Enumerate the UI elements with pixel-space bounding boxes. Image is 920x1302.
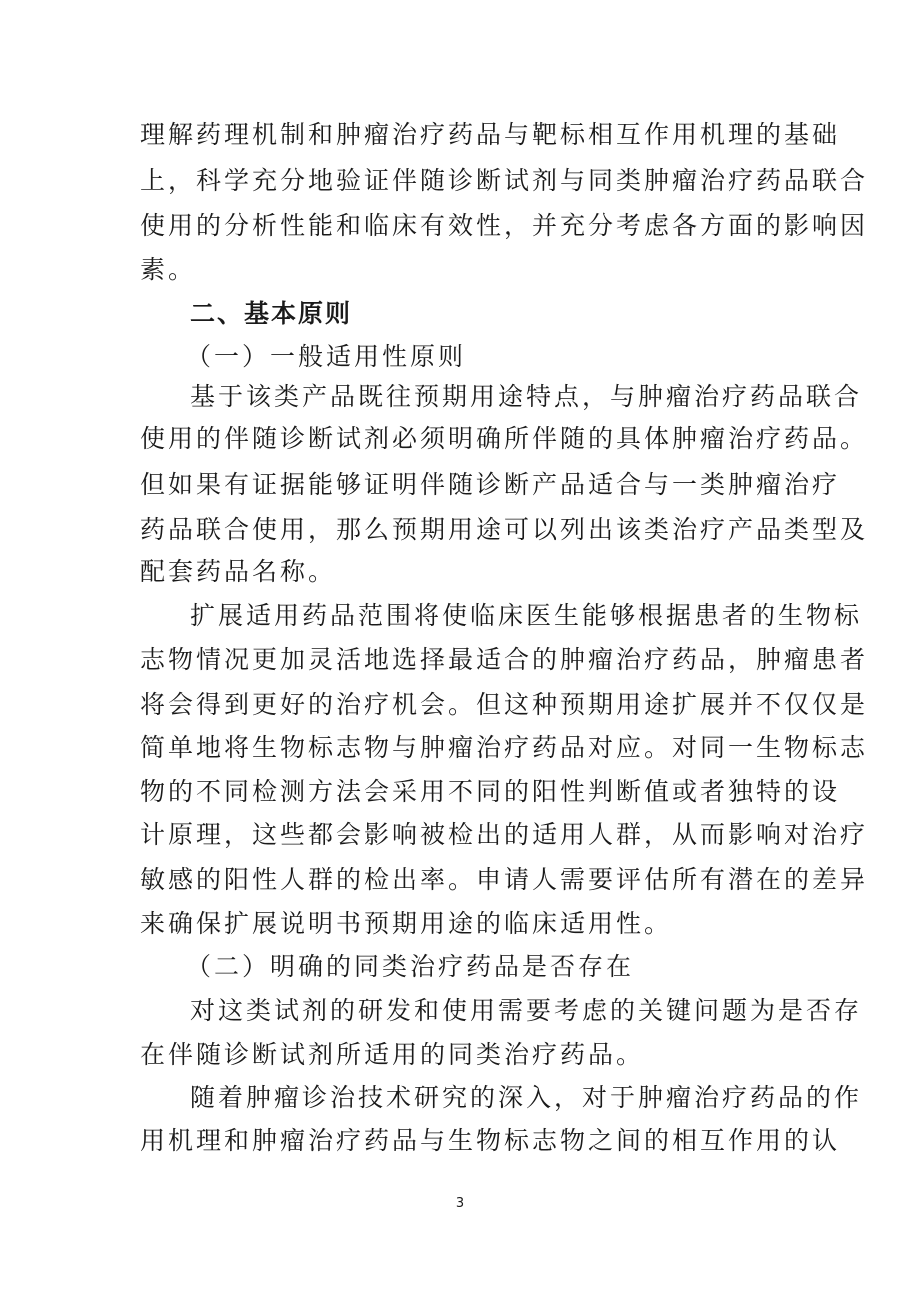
paragraph-line: 将会得到更好的治疗机会。但这种预期用途扩展并不仅仅是: [140, 690, 869, 719]
paragraph-line: 在伴随诊断试剂所适用的同类治疗药品。: [140, 1040, 645, 1069]
paragraph-line: 敏感的阳性人群的检出率。申请人需要评估所有潜在的差异: [140, 865, 869, 894]
subsection-heading: （一）一般适用性原则: [186, 342, 467, 371]
section-heading: 二、基本原则: [190, 299, 353, 328]
paragraph-line: 扩展适用药品范围将使临床医生能够根据患者的生物标: [190, 601, 863, 630]
subsection-heading: （二）明确的同类治疗药品是否存在: [186, 952, 635, 981]
page-number: 3: [455, 1196, 465, 1211]
paragraph-line: 用机理和肿瘤治疗药品与生物标志物之间的相互作用的认: [140, 1126, 841, 1155]
paragraph-line: 随着肿瘤诊治技术研究的深入，对于肿瘤治疗药品的作: [190, 1083, 863, 1112]
paragraph-line: 理解药理机制和肿瘤治疗药品与靶标相互作用机理的基础: [140, 120, 841, 149]
paragraph-line: 简单地将生物标志物与肿瘤治疗药品对应。对同一生物标志: [140, 733, 869, 762]
paragraph-line: 来确保扩展说明书预期用途的临床适用性。: [140, 909, 673, 938]
paragraph-line: 使用的分析性能和临床有效性，并充分考虑各方面的影响因: [140, 211, 869, 240]
paragraph-line: 基于该类产品既往预期用途特点，与肿瘤治疗药品联合: [190, 382, 863, 411]
paragraph-line: 对这类试剂的研发和使用需要考虑的关键问题为是否存: [190, 996, 863, 1025]
paragraph-line: 药品联合使用，那么预期用途可以列出该类治疗产品类型及: [140, 515, 869, 544]
paragraph-line: 计原理，这些都会影响被检出的适用人群，从而影响对治疗: [140, 820, 869, 849]
paragraph-line: 志物情况更加灵活地选择最适合的肿瘤治疗药品，肿瘤患者: [140, 645, 869, 674]
paragraph-line: 但如果有证据能够证明伴随诊断产品适合与一类肿瘤治疗: [140, 470, 841, 499]
paragraph-line: 上，科学充分地验证伴随诊断试剂与同类肿瘤治疗药品联合: [140, 166, 869, 195]
paragraph-line: 物的不同检测方法会采用不同的阳性判断值或者独特的设: [140, 777, 841, 806]
paragraph-line: 使用的伴随诊断试剂必须明确所伴随的具体肿瘤治疗药品。: [140, 424, 869, 453]
paragraph-line: 素。: [140, 255, 197, 284]
paragraph-line: 配套药品名称。: [140, 557, 337, 586]
